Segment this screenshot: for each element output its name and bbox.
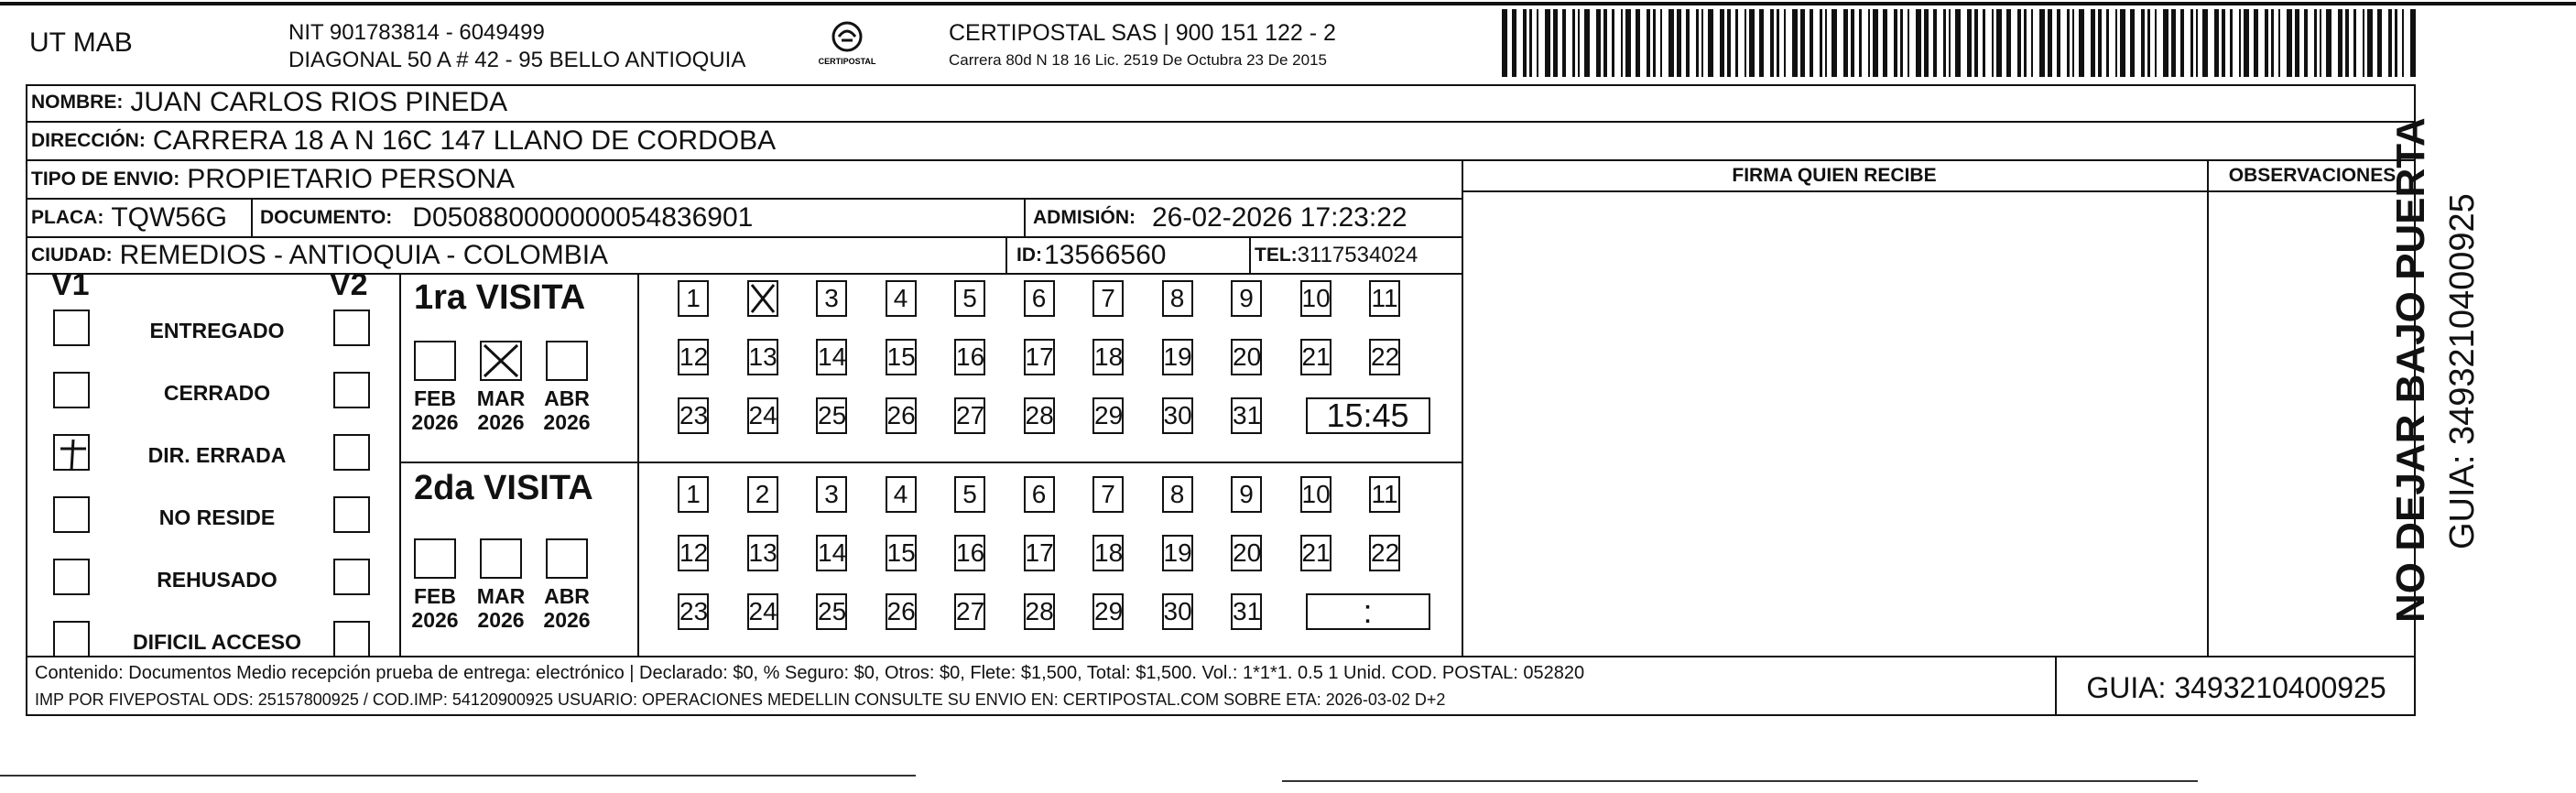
month-year: 2026 [411, 410, 459, 434]
barcode-bar [1949, 9, 1951, 77]
status-label: NO RESIDE [158, 505, 276, 529]
v2-checkbox[interactable] [333, 372, 370, 408]
day-box[interactable]: 28 [1024, 397, 1055, 434]
day-box[interactable]: 8 [1162, 280, 1193, 317]
barcode-bar [1572, 9, 1575, 77]
barcode-bar [1924, 9, 1929, 77]
status-label: ENTREGADO [149, 319, 285, 342]
barcode-bar [1686, 9, 1690, 77]
month-label [403, 584, 467, 632]
barcode-bar [1625, 9, 1631, 77]
barcode-bar [2326, 9, 2331, 77]
barcode-bar [1636, 9, 1640, 77]
day-box[interactable]: 9 [1231, 280, 1262, 317]
month-label [535, 386, 599, 434]
barcode-bar [1720, 9, 1724, 77]
barcode-bar [2314, 9, 2317, 77]
month-name: MAR [476, 584, 526, 608]
day-box[interactable]: 23 [678, 397, 709, 434]
barcode-bar [1955, 9, 1961, 77]
day-box[interactable]: 24 [747, 593, 778, 630]
admision-cell [1033, 200, 1463, 236]
day-box[interactable]: 11 [1369, 476, 1400, 513]
day-box[interactable]: 12 [678, 339, 709, 375]
tel-label: TEL: [1255, 244, 1298, 266]
ciudad-cell [31, 238, 1011, 273]
barcode-bar [2320, 9, 2321, 77]
barcode-bar [1825, 9, 1827, 77]
barcode-bar [2265, 9, 2268, 77]
barcode-bar [2067, 9, 2070, 77]
direccion-row [31, 123, 2412, 159]
barcode-bar [1943, 9, 1946, 77]
side-warning: NO DEJAR BAJO PUERTA [2388, 117, 2433, 623]
day-box[interactable]: 15 [886, 535, 917, 571]
barcode-bar [1537, 9, 1538, 77]
status-divider [399, 275, 401, 657]
day-box[interactable]: 9 [1231, 476, 1262, 513]
barcode-bar [2079, 9, 2084, 77]
barcode-bar [2190, 9, 2193, 77]
day-box[interactable]: 30 [1162, 593, 1193, 630]
day-box[interactable]: 4 [886, 280, 917, 317]
ciudad-value: REMEDIOS - ANTIOQUIA - COLOMBIA [119, 240, 609, 270]
day-box[interactable]: 31 [1231, 397, 1262, 434]
barcode-bar [1777, 9, 1779, 77]
contenido-text: Contenido: Documentos Medio recepción prueba de entrega: electrónico | Declarado: $0, % Seguro: $0, Otros: $0, Flete: $1,500, Total: $1,500. Vol.: 1*1*1. 0.5 1 Unid. COD. POSTAL: 052820 [35, 663, 1585, 683]
tipo-row [31, 161, 1478, 198]
day-box[interactable]: 5 [954, 280, 985, 317]
day-box[interactable]: 26 [886, 593, 917, 630]
divider [1024, 200, 1026, 236]
barcode-bar [1933, 9, 1937, 77]
carrier-address: Carrera 80d N 18 16 Lic. 2519 De Octubra 23 De 2015 [949, 51, 1327, 69]
footer-divider [26, 656, 2416, 657]
day-box[interactable]: 24 [747, 397, 778, 434]
month-checkbox[interactable] [546, 538, 588, 579]
barcode-bar [1647, 9, 1650, 77]
barcode-bar [1996, 9, 2002, 77]
signature-col-left [1462, 161, 1463, 657]
company-name: UT MAB [29, 27, 133, 58]
v1-checkbox[interactable] [53, 434, 90, 471]
side-guia: GUIA: 3493210400925 [2443, 193, 2482, 549]
day-box[interactable]: 1 [678, 476, 709, 513]
barcode-bar [2171, 9, 2176, 77]
month-year: 2026 [543, 608, 591, 632]
day-box[interactable]: 4 [886, 476, 917, 513]
barcode-bar [1603, 9, 1607, 77]
barcode-bar [2006, 9, 2011, 77]
barcode-bar [1584, 9, 1590, 77]
documento-label: DOCUMENTO: [260, 207, 393, 228]
month-name: ABR [544, 584, 590, 608]
barcode-bar [2130, 9, 2135, 77]
status-label: DIFICIL ACCESO [132, 630, 301, 654]
status-label: REHUSADO [157, 568, 277, 592]
day-box[interactable]: 5 [954, 476, 985, 513]
barcode-bar [2244, 9, 2249, 77]
day-box[interactable]: 15 [886, 339, 917, 375]
barcode-bar [1562, 9, 1566, 77]
visit-divider [401, 462, 1462, 463]
barcode-bar [1660, 9, 1662, 77]
barcode-bar [2239, 9, 2241, 77]
v1-checkbox[interactable] [53, 621, 90, 657]
month-label [469, 386, 533, 434]
barcode-bar [1843, 9, 1848, 77]
day-box[interactable]: 7 [1092, 476, 1124, 513]
barcode-bar [1502, 9, 1507, 77]
barcode-bar [2271, 9, 2274, 77]
v2-checkbox[interactable] [333, 434, 370, 471]
day-box[interactable]: 29 [1092, 397, 1124, 434]
day-box[interactable]: 27 [954, 397, 985, 434]
barcode-bar [2120, 9, 2125, 77]
barcode-bar [2214, 9, 2219, 77]
top-rule [0, 2, 2576, 5]
day-box[interactable]: 10 [1300, 476, 1331, 513]
day-box[interactable]: 29 [1092, 593, 1124, 630]
barcode-bar [2367, 9, 2373, 77]
svg-text:CERTIPOSTAL: CERTIPOSTAL [818, 57, 876, 66]
cut-line-left [0, 775, 916, 777]
month-name: MAR [476, 386, 526, 410]
id-value: 13566560 [1044, 240, 1167, 270]
v2-checkbox[interactable] [333, 496, 370, 533]
barcode-bar [2278, 9, 2280, 77]
placa-cell [31, 200, 251, 236]
signature-area[interactable] [1465, 192, 2205, 656]
barcode-bar [2338, 9, 2342, 77]
day-box[interactable]: 31 [1231, 593, 1262, 630]
month-name: FEB [414, 584, 456, 608]
barcode-bar [1512, 9, 1516, 77]
barcode-bar [1851, 9, 1854, 77]
barcode-bar [2072, 9, 2074, 77]
barcode-bar [1916, 9, 1921, 77]
month-checkbox[interactable] [414, 341, 456, 381]
barcode-bar [2024, 9, 2027, 77]
barcode-bar [2155, 9, 2157, 77]
id-label: ID: [1016, 244, 1042, 266]
barcode-bar [2039, 9, 2045, 77]
month-year: 2026 [477, 410, 525, 434]
v1-checkbox[interactable] [53, 310, 90, 346]
footer-guia: GUIA: 3493210400925 [2086, 670, 2386, 704]
barcode-bar [1523, 9, 1527, 77]
day-box[interactable]: 19 [1162, 535, 1193, 571]
barcode-bar [2377, 9, 2382, 77]
v1-label: V1 [51, 267, 90, 302]
documento-cell [260, 200, 1038, 236]
month-year: 2026 [411, 608, 459, 632]
day-box[interactable]: 17 [1024, 535, 1055, 571]
day-box[interactable]: 3 [816, 280, 847, 317]
barcode-bar [2048, 9, 2052, 77]
tipo-value: PROPIETARIO PERSONA [187, 164, 516, 194]
v1-checkbox[interactable] [53, 496, 90, 533]
day-box[interactable]: 10 [1300, 280, 1331, 317]
day-box[interactable]: 27 [954, 593, 985, 630]
day-box[interactable]: 22 [1369, 535, 1400, 571]
time-field[interactable]: 15:45 [1306, 397, 1430, 434]
barcode [1502, 9, 2418, 77]
second-visit-label: 2da VISITA [414, 469, 593, 507]
status-label: DIR. ERRADA [147, 443, 287, 467]
nombre-value: JUAN CARLOS RIOS PINEDA [130, 87, 508, 117]
barcode-bar [2363, 9, 2364, 77]
barcode-bar [2017, 9, 2021, 77]
barcode-bar [1621, 9, 1623, 77]
barcode-bar [1770, 9, 1774, 77]
day-box[interactable]: 13 [747, 339, 778, 375]
v2-label: V2 [330, 267, 368, 302]
barcode-bar [2106, 9, 2109, 77]
v2-checkbox[interactable] [333, 310, 370, 346]
tel-cell [1255, 238, 1462, 273]
day-box[interactable]: 3 [816, 476, 847, 513]
barcode-bar [1545, 9, 1550, 77]
barcode-bar [2141, 9, 2145, 77]
barcode-bar [2091, 9, 2095, 77]
day-box[interactable]: 19 [1162, 339, 1193, 375]
v2-checkbox[interactable] [333, 621, 370, 657]
day-box[interactable]: 20 [1231, 535, 1262, 571]
divider [1249, 238, 1251, 273]
direccion-label: DIRECCIÓN: [31, 130, 146, 151]
barcode-bar [1873, 9, 1878, 77]
month-checkbox[interactable] [480, 341, 522, 381]
barcode-bar [2345, 9, 2349, 77]
barcode-bar [1735, 9, 1738, 77]
day-box[interactable]: 17 [1024, 339, 1055, 375]
month-checkbox[interactable] [546, 341, 588, 381]
barcode-bar [1894, 9, 1897, 77]
admision-label: ADMISIÓN: [1033, 207, 1136, 228]
day-box[interactable]: 23 [678, 593, 709, 630]
barcode-bar [1668, 9, 1674, 77]
day-box[interactable]: 11 [1369, 280, 1400, 317]
barcode-bar [1900, 9, 1903, 77]
nit: NIT 901783814 - 6049499 [288, 20, 545, 45]
v1-checkbox[interactable] [53, 372, 90, 408]
day-box[interactable]: 14 [816, 535, 847, 571]
month-name: ABR [544, 386, 590, 410]
barcode-bar [1759, 9, 1764, 77]
barcode-bar [1792, 9, 1798, 77]
barcode-bar [2115, 9, 2117, 77]
barcode-bar [1784, 9, 1786, 77]
barcode-bar [1992, 9, 1994, 77]
admision-value: 26-02-2026 17:23:22 [1152, 202, 1408, 233]
day-box[interactable]: 8 [1162, 476, 1193, 513]
documento-value: D050880000000054836901 [412, 202, 754, 233]
day-box[interactable]: 30 [1162, 397, 1193, 434]
barcode-bar [1745, 9, 1746, 77]
day-box[interactable]: 16 [954, 535, 985, 571]
barcode-bar [1696, 9, 1699, 77]
month-label [535, 584, 599, 632]
barcode-bar [2031, 9, 2033, 77]
barcode-bar [1578, 9, 1580, 77]
day-box[interactable]: 2 [747, 476, 778, 513]
divider [251, 200, 253, 236]
barcode-bar [2057, 9, 2060, 77]
barcode-bar [1677, 9, 1681, 77]
day-box[interactable]: 26 [886, 397, 917, 434]
barcode-bar [2287, 9, 2292, 77]
tipo-label: TIPO DE ENVIO: [31, 168, 180, 190]
barcode-bar [2254, 9, 2258, 77]
day-box[interactable]: 13 [747, 535, 778, 571]
v2-checkbox[interactable] [333, 559, 370, 595]
barcode-bar [1653, 9, 1656, 77]
day-box[interactable]: 6 [1024, 280, 1055, 317]
barcode-bar [1800, 9, 1805, 77]
placa-label: PLACA: [31, 207, 104, 228]
day-box[interactable]: 16 [954, 339, 985, 375]
month-year: 2026 [543, 410, 591, 434]
day-box[interactable]: 14 [816, 339, 847, 375]
barcode-bar [1701, 9, 1703, 77]
barcode-bar [1749, 9, 1755, 77]
barcode-bar [1708, 9, 1713, 77]
nombre-row [31, 84, 2412, 121]
day-box[interactable]: 6 [1024, 476, 1055, 513]
barcode-bar [2295, 9, 2299, 77]
observaciones-label: OBSERVACIONES [2228, 165, 2397, 186]
barcode-bar [2163, 9, 2168, 77]
direccion-value: CARRERA 18 A N 16C 147 LLANO DE CORDOBA [152, 125, 777, 156]
barcode-bar [1612, 9, 1614, 77]
barcode-bar [1883, 9, 1887, 77]
day-box[interactable]: 25 [816, 397, 847, 434]
barcode-bar [1967, 9, 1972, 77]
day-box[interactable]: 25 [816, 593, 847, 630]
day-box[interactable]: 21 [1300, 339, 1331, 375]
barcode-bar [2180, 9, 2184, 77]
imp-text: IMP POR FIVEPOSTAL ODS: 25157800925 / COD.IMP: 54120900925 USUARIO: OPERACIONES MEDELLIN CONSULTE SU ENVIO EN: CERTIPOSTAL.COM SOBRE ETA: 2026-03-02 D+2 [35, 690, 1446, 709]
day-box[interactable]: 18 [1092, 535, 1124, 571]
barcode-bar [1974, 9, 1978, 77]
barcode-bar [2196, 9, 2198, 77]
barcode-bar [1596, 9, 1601, 77]
day-box[interactable] [747, 280, 778, 317]
month-label [403, 386, 467, 434]
barcode-bar [1810, 9, 1813, 77]
barcode-bar [1983, 9, 1985, 77]
day-box[interactable]: 28 [1024, 593, 1055, 630]
month-divider [637, 275, 639, 657]
firma-label: FIRMA QUIEN RECIBE [1732, 165, 1937, 186]
certipostal-logo [815, 18, 879, 76]
day-box[interactable]: 22 [1369, 339, 1400, 375]
nombre-label: NOMBRE: [31, 92, 124, 113]
observaciones-area[interactable] [2211, 192, 2414, 656]
month-checkbox[interactable] [480, 538, 522, 579]
first-visit-label: 1ra VISITA [414, 278, 586, 317]
day-box[interactable]: 20 [1231, 339, 1262, 375]
barcode-bar [2222, 9, 2225, 77]
barcode-bar [1529, 9, 1532, 77]
month-year: 2026 [477, 608, 525, 632]
divider [26, 273, 1462, 275]
barcode-bar [2098, 9, 2102, 77]
barcode-bar [1868, 9, 1870, 77]
barcode-bar [2304, 9, 2308, 77]
time-field[interactable]: : [1306, 593, 1430, 630]
month-label [469, 584, 533, 632]
barcode-bar [1727, 9, 1731, 77]
month-name: FEB [414, 386, 456, 410]
barcode-bar [2230, 9, 2233, 77]
day-box[interactable]: 1 [678, 280, 709, 317]
month-checkbox[interactable] [414, 538, 456, 579]
carrier-name: CERTIPOSTAL SAS | 900 151 122 - 2 [949, 20, 1336, 46]
v1-checkbox[interactable] [53, 559, 90, 595]
id-cell [1016, 238, 1245, 273]
barcode-bar [2202, 9, 2208, 77]
placa-value: TQW56G [111, 202, 228, 233]
cut-line-right [1282, 780, 2198, 782]
barcode-bar [1553, 9, 1558, 77]
ciudad-label: CIUDAD: [31, 244, 113, 266]
barcode-bar [1820, 9, 1822, 77]
barcode-bar [1831, 9, 1837, 77]
day-box[interactable]: 18 [1092, 339, 1124, 375]
day-box[interactable]: 7 [1092, 280, 1124, 317]
barcode-bar [1908, 9, 1909, 77]
barcode-bar [1859, 9, 1862, 77]
barcode-bar [2147, 9, 2150, 77]
day-box[interactable]: 12 [678, 535, 709, 571]
sender-address: DIAGONAL 50 A # 42 - 95 BELLO ANTIOQUIA [288, 48, 746, 72]
day-box[interactable]: 21 [1300, 535, 1331, 571]
barcode-bar [2353, 9, 2356, 77]
observaciones-col-left [2207, 161, 2209, 657]
divider [1005, 238, 1007, 273]
tel-value: 3117534024 [1297, 243, 1418, 267]
status-label: CERRADO [163, 381, 271, 405]
